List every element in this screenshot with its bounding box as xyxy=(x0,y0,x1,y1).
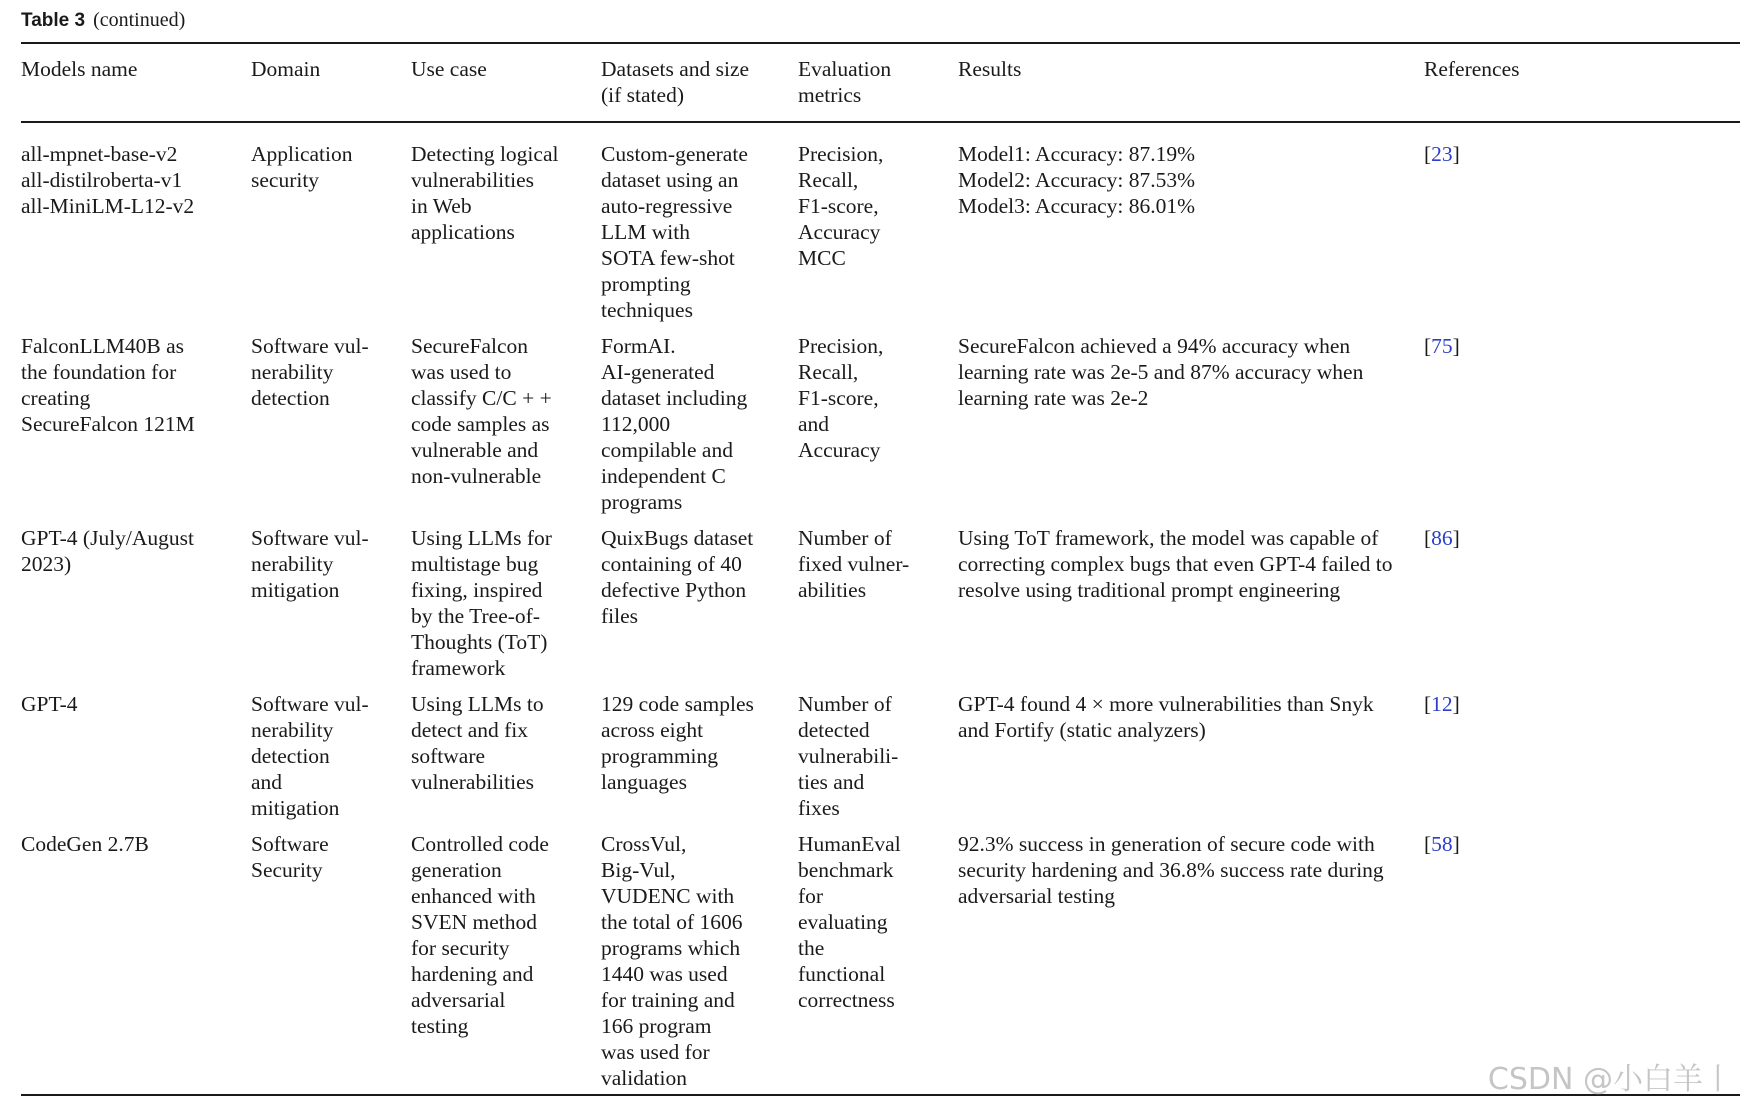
cell-results: GPT-4 found 4 × more vulnerabilities than Snyk and Fortify (static analyzers) xyxy=(958,692,1374,742)
header-evaluation-metrics: Evaluation metrics xyxy=(798,57,892,107)
cell-reference: [75] xyxy=(1424,334,1460,358)
cell-domain: Software vul- nerability detection and mitigation xyxy=(251,692,369,820)
cell-datasets: 129 code samples across eight programming languages xyxy=(601,692,754,794)
header-domain: Domain xyxy=(251,57,321,81)
cell-domain: Software vul- nerability mitigation xyxy=(251,526,369,602)
cell-datasets: FormAI. AI-generated dataset including 112,000 compilable and independent C programs xyxy=(601,334,748,514)
header-rule xyxy=(21,121,1740,123)
cell-domain: Software Security xyxy=(251,832,329,882)
table-label: Table 3 xyxy=(21,10,86,31)
cell-use-case: Controlled code generation enhanced with SVEN method for security hardening and adversarial testing xyxy=(411,832,549,1038)
table-continued-note: (continued) xyxy=(93,9,186,31)
cell-use-case: Using LLMs for multistage bug fixing, inspired by the Tree-of- Thoughts (ToT) framework xyxy=(411,526,552,680)
reference-link[interactable]: 12 xyxy=(1431,692,1453,716)
cell-reference: [23] xyxy=(1424,142,1460,166)
reference-link[interactable]: 23 xyxy=(1431,142,1453,166)
cell-datasets: CrossVul, Big-Vul, VUDENC with the total of 1606 programs which 1440 was used for training and 166 program was used for validation xyxy=(601,832,743,1090)
table-caption xyxy=(21,8,185,33)
header-datasets: Datasets and size (if stated) xyxy=(601,57,750,107)
cell-datasets: QuixBugs dataset containing of 40 defective Python files xyxy=(601,526,754,628)
cell-domain: Software vul- nerability detection xyxy=(251,334,369,410)
cell-reference: [58] xyxy=(1424,832,1460,856)
cell-model: CodeGen 2.7B xyxy=(21,832,149,856)
table-top-rule xyxy=(21,42,1740,44)
cell-metrics: Precision, Recall, F1-score, Accuracy MCC xyxy=(798,142,884,270)
header-results: Results xyxy=(958,57,1022,81)
cell-model: all-mpnet-base-v2 all-distilroberta-v1 all-MiniLM-L12-v2 xyxy=(21,142,195,218)
reference-link[interactable]: 75 xyxy=(1431,334,1453,358)
cell-use-case: Detecting logical vulnerabilities in Web applications xyxy=(411,142,559,244)
cell-metrics: HumanEval benchmark for evaluating the functional correctness xyxy=(798,832,901,1012)
watermark: CSDN @小白羊丨 xyxy=(1487,1062,1733,1097)
cell-reference: [12] xyxy=(1424,692,1460,716)
cell-metrics: Number of detected vulnerabili- ties and fixes xyxy=(798,692,899,820)
cell-model: FalconLLM40B as the foundation for creating SecureFalcon 121M xyxy=(21,334,195,436)
cell-results: SecureFalcon achieved a 94% accuracy when learning rate was 2e-5 and 87% accuracy when learning rate was 2e-2 xyxy=(958,334,1364,410)
cell-results: Model1: Accuracy: 87.19% Model2: Accuracy: 87.53% Model3: Accuracy: 86.01% xyxy=(958,142,1196,218)
header-references: References xyxy=(1424,57,1520,81)
cell-metrics: Number of fixed vulner- abilities xyxy=(798,526,910,602)
cell-domain: Application security xyxy=(251,142,353,192)
cell-reference: [86] xyxy=(1424,526,1460,550)
reference-link[interactable]: 58 xyxy=(1431,832,1453,856)
cell-datasets: Custom-generate dataset using an auto-regressive LLM with SOTA few-shot prompting techniques xyxy=(601,142,748,322)
header-use-case: Use case xyxy=(411,57,487,81)
cell-results: 92.3% success in generation of secure code with security hardening and 36.8% success rate during adversarial testing xyxy=(958,832,1384,908)
cell-results: Using ToT framework, the model was capable of correcting complex bugs that even GPT-4 failed to resolve using traditional prompt engineering xyxy=(958,526,1393,602)
table-bottom-rule xyxy=(21,1094,1740,1096)
cell-metrics: Precision, Recall, F1-score, and Accuracy xyxy=(798,334,884,462)
cell-model: GPT-4 xyxy=(21,692,78,716)
cell-use-case: Using LLMs to detect and fix software vulnerabilities xyxy=(411,692,544,794)
cell-model: GPT-4 (July/August 2023) xyxy=(21,526,195,576)
header-models-name: Models name xyxy=(21,57,138,81)
cell-use-case: SecureFalcon was used to classify C/C + + code samples as vulnerable and non-vulnerable xyxy=(411,334,552,488)
reference-link[interactable]: 86 xyxy=(1431,526,1453,550)
